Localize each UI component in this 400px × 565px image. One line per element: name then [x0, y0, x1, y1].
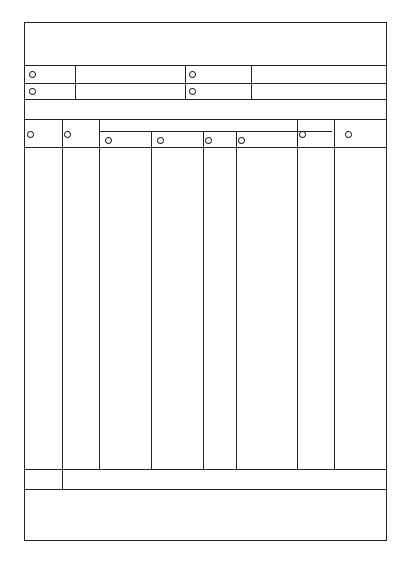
- trade-name-label: [29, 70, 37, 78]
- col-trade-date: [64, 130, 72, 138]
- form-frame: [24, 22, 387, 541]
- name-label: [29, 87, 37, 95]
- col-name: [157, 136, 165, 144]
- col-remark: [345, 130, 353, 138]
- col-workplace: [205, 136, 213, 144]
- resident-reg-label: [189, 87, 197, 95]
- col-trade-name: [105, 136, 113, 144]
- col-serial: [27, 130, 35, 138]
- business-reg-label: [189, 70, 197, 78]
- col-business-reg: [238, 136, 246, 144]
- col-amount: [299, 130, 307, 138]
